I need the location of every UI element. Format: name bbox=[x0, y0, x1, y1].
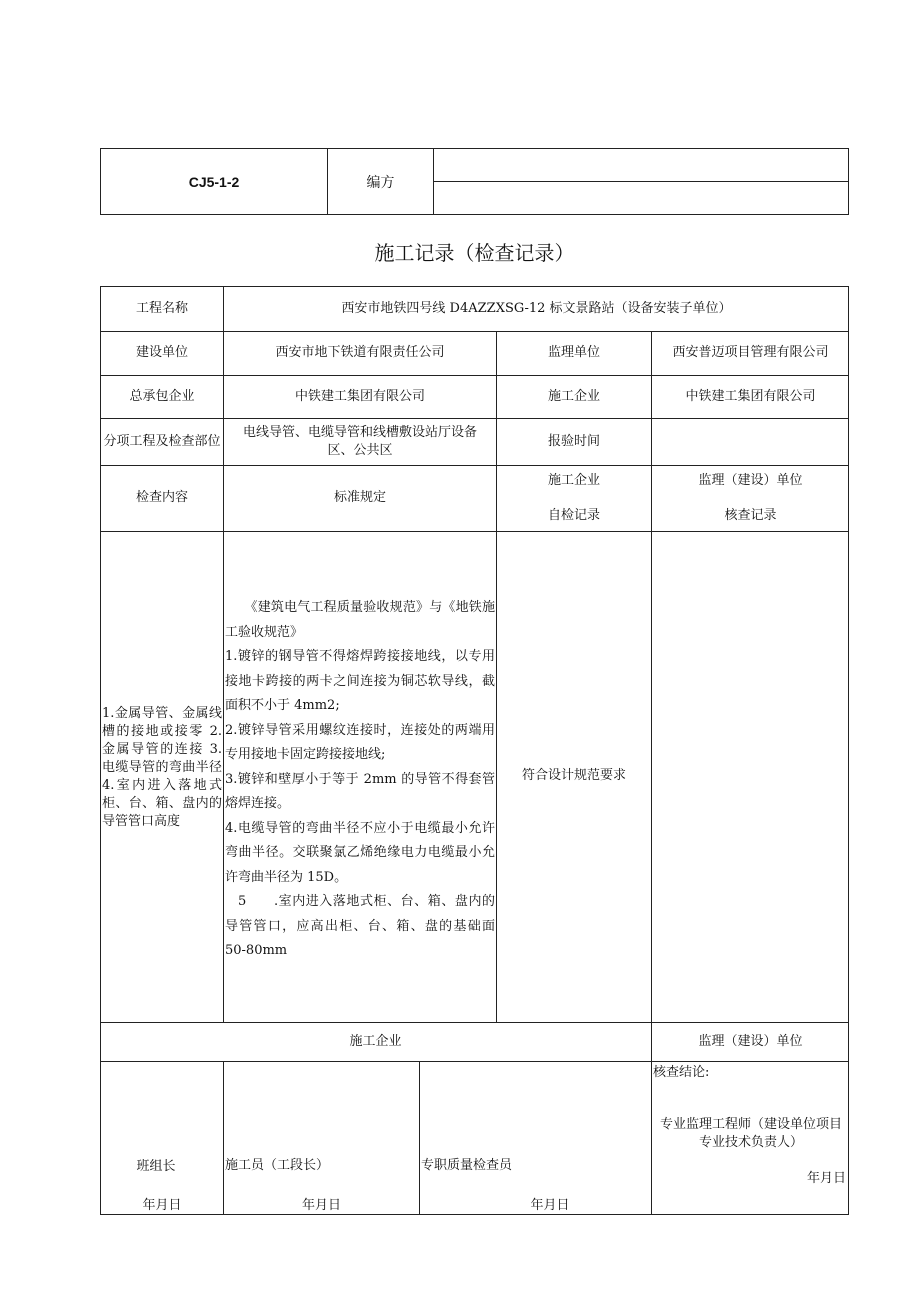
supervising-engineer-label: 专业监理工程师（建设单位项目专业技术负责人） bbox=[659, 1117, 842, 1150]
standard-text bbox=[225, 596, 495, 976]
row-line bbox=[100, 531, 849, 532]
foreman-date: 年月日 bbox=[301, 1198, 341, 1213]
team-leader-date: 年月日 bbox=[142, 1198, 182, 1213]
foreman-label: 施工员（工段长） bbox=[225, 1158, 330, 1173]
review-conclusion-label: 核查结论: bbox=[653, 1065, 710, 1080]
report-time-label: 报验时间 bbox=[547, 433, 600, 449]
sign-supervisor-header: 监理（建设）单位 bbox=[698, 1033, 803, 1049]
project-name-value: 西安市地铁四号线 D4AZZXSG-12 标文景路站（设备安装子单位） bbox=[341, 300, 732, 316]
review-result bbox=[652, 764, 849, 788]
form-label: 编方 bbox=[366, 174, 395, 191]
owner-label: 建设单位 bbox=[135, 345, 188, 360]
report-time-value bbox=[652, 418, 849, 465]
self-check-result: 符合设计规范要求 bbox=[521, 768, 626, 783]
team-leader-label: 班组长 bbox=[136, 1159, 176, 1174]
form-code: CJ5-1-2 bbox=[188, 173, 240, 190]
review-date: 年月日 bbox=[806, 1171, 846, 1186]
sign-contractor-header: 施工企业 bbox=[349, 1033, 402, 1049]
self-check-header-2: 自检记录 bbox=[547, 508, 600, 523]
row-line bbox=[100, 1061, 849, 1062]
content-header: 检查内容 bbox=[135, 490, 188, 505]
supervisor-label: 监理单位 bbox=[547, 345, 600, 360]
contractor-label: 施工企业 bbox=[547, 388, 600, 404]
self-check-header-1: 施工企业 bbox=[547, 473, 600, 488]
standard-header: 标准规定 bbox=[333, 490, 386, 505]
gc-value: 中铁建工集团有限公司 bbox=[294, 388, 425, 404]
standard-line: 《建筑电气工程质量验收规范》与《地铁施工验收规范》 bbox=[225, 600, 495, 640]
review-header-1: 监理（建设）单位 bbox=[698, 473, 803, 488]
standard-line: 3.镀锌和壁厚小于等于 2mm 的导管不得套管熔焊连接。 bbox=[225, 771, 495, 811]
col-line bbox=[419, 1061, 420, 1215]
col-line bbox=[223, 1061, 224, 1215]
qc-date: 年月日 bbox=[530, 1198, 570, 1213]
supervisor-value: 西安普迈项目管理有限公司 bbox=[672, 345, 829, 360]
gc-label: 总承包企业 bbox=[129, 388, 195, 404]
item-label: 分项工程及检查部位 bbox=[103, 433, 221, 449]
page-title: 施工记录（检查记录） bbox=[374, 240, 575, 265]
standard-line: 2.镀锌导管采用螺纹连接时，连接处的两端用专用接地卡固定跨接接地线; bbox=[225, 722, 495, 762]
standard-line: 1.镀锌的钢导管不得熔焊跨接接地线，以专用接地卡跨接的两卡之间连接为铜芯软导线，截面积不小于 4mm2; bbox=[225, 649, 495, 713]
check-items: 1.金属导管、金属线槽的接地或接零 2.金属导管的连接 3.电缆导管的弯曲半径 4.室内进入落地式柜、台、箱、盘内的导管管口高度 bbox=[102, 706, 222, 829]
header-field-1 bbox=[440, 155, 840, 175]
header-hline bbox=[434, 181, 849, 182]
owner-value: 西安市地下铁道有限责任公司 bbox=[275, 345, 445, 360]
project-name-label: 工程名称 bbox=[135, 300, 188, 316]
standard-line: 5 .室内进入落地式柜、台、箱、盘内的导管管口，应高出柜、台、箱、盘的基础面 50-80mm bbox=[225, 894, 495, 958]
contractor-value: 中铁建工集团有限公司 bbox=[685, 388, 816, 404]
qc-label: 专职质量检查员 bbox=[421, 1158, 513, 1173]
item-value: 电线导管、电缆导管和线槽敷设站厅设备区、公共区 bbox=[242, 424, 477, 458]
standard-line: 4.电缆导管的弯曲半径不应小于电缆最小允许弯曲半径。交联聚氯乙烯绝缘电力电缆最小允许弯曲半径为 15D。 bbox=[225, 820, 495, 885]
review-header-2: 核查记录 bbox=[724, 508, 777, 523]
header-field-2 bbox=[440, 188, 840, 208]
